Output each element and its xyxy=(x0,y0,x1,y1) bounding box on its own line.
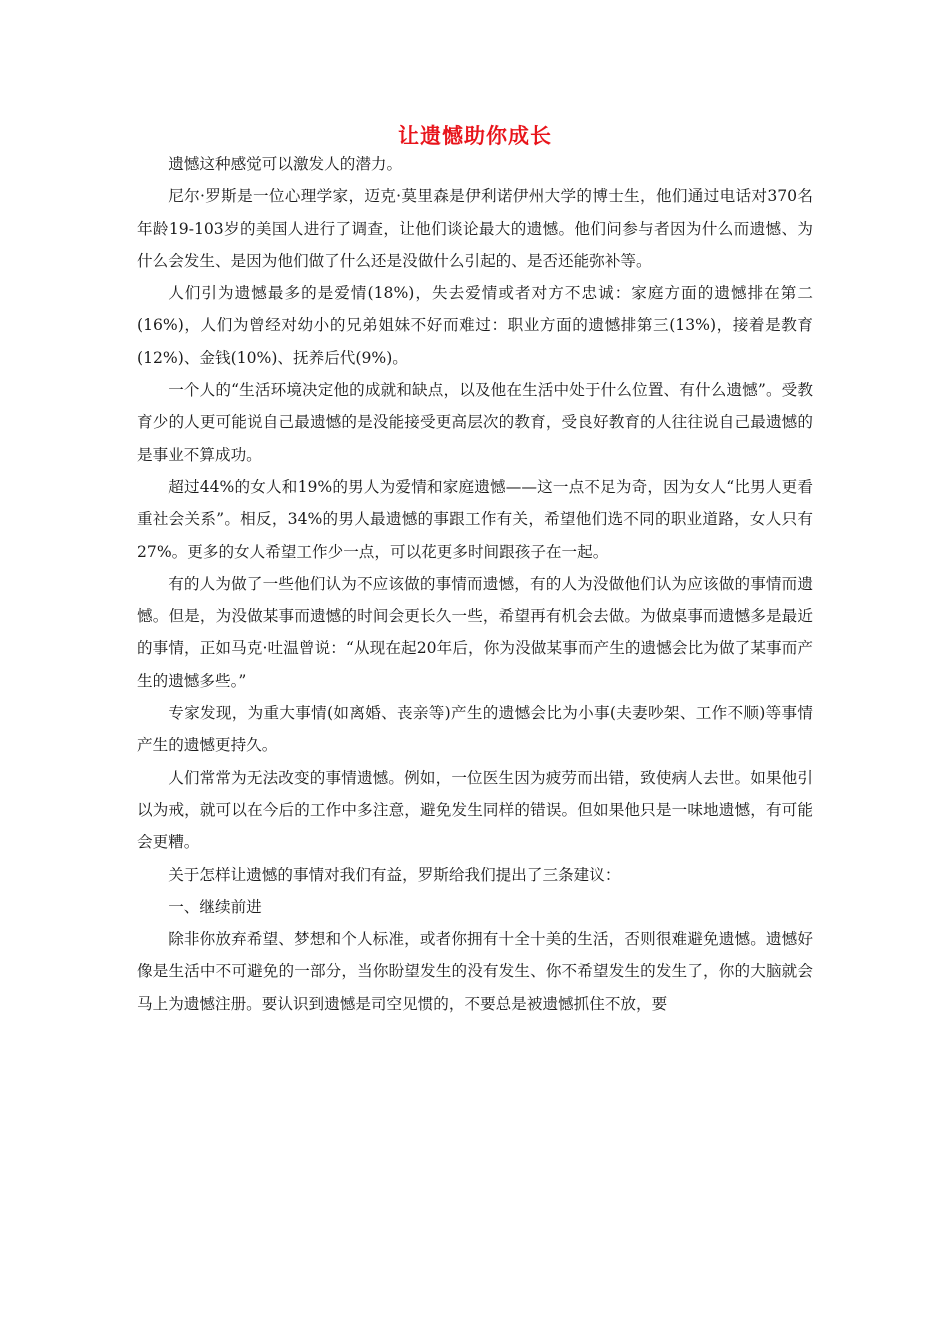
paragraph: 关于怎样让遗憾的事情对我们有益，罗斯给我们提出了三条建议： xyxy=(168,865,621,884)
document-body xyxy=(137,148,813,1020)
paragraph: 有的人为做了一些他们认为不应该做的事情而遗憾，有的人为没做他们认为应该做的事情而遗憾。但是，为没做某事而遗憾的时间会更长久一些，希望再有机会去做。为做桌事而遗憾多是最近的事情，正如马克·吐温曾说：“从现在起20年后，你为没做某事而产生的遗憾会比为做了某事而产生的遗憾多些。” xyxy=(137,574,813,690)
paragraph: 尼尔·罗斯是一位心理学家，迈克·莫里森是伊利诺伊州大学的博士生，他们通过电话对370名年龄19-103岁的美国人进行了调查，让他们谈论最大的遗憾。他们问参与者因为什么而遗憾、为什么会发生、是因为他们做了什么还是没做什么引起的、是否还能弥补等。 xyxy=(137,187,813,270)
paragraph: 超过44%的女人和19%的男人为爱情和家庭遗憾——这一点不足为奇，因为女人“比男人更看重社会关系”。相反，34%的男人最遗憾的事跟工作有关，希望他们选不同的职业道路，女人只有27%。更多的女人希望工作少一点，可以花更多时间跟孩子在一起。 xyxy=(137,477,813,561)
paragraph: 人们常常为无法改变的事情遗憾。例如，一位医生因为疲劳而出错，致使病人去世。如果他引以为戒，就可以在今后的工作中多注意，避免发生同样的错误。但如果他只是一味地遗憾，有可能会更糟。 xyxy=(137,768,813,852)
section-heading: 一、继续前进 xyxy=(168,897,262,916)
paragraph: 人们引为遗憾最多的是爱情(18%)，失去爱情或者对方不忠诚：家庭方面的遗憾排在第二(16%)，人们为曾经对幼小的兄弟姐妹不好而难过：职业方面的遗憾排第三(13%)，接着是教育(12%)、金钱(10%)、抚养后代(9%)。 xyxy=(137,284,813,367)
paragraph: 一个人的“生活环境决定他的成就和缺点，以及他在生活中处于什么位置、有什么遗憾”。受教育少的人更可能说自己最遗憾的是没能接受更高层次的教育，受良好教育的人往往说自己最遗憾的是事业不算成功。 xyxy=(137,381,813,464)
paragraph: 除非你放弃希望、梦想和个人标准，或者你拥有十全十美的生活，否则很难避免遗憾。遗憾好像是生活中不可避免的一部分，当你盼望发生的没有发生、你不希望发生的发生了，你的大脑就会马上为遗憾注册。要认识到遗憾是司空见惯的，不要总是被遗憾抓住不放，要 xyxy=(137,930,813,1013)
paragraph: 遗憾这种感觉可以激发人的潜力。 xyxy=(168,155,403,173)
paragraph: 专家发现，为重大事情(如离婚、丧亲等)产生的遗憾会比为小事(夫妻吵架、工作不顺)等事情产生的遗憾更持久。 xyxy=(137,704,813,755)
document-title: 让遗憾助你成长 xyxy=(398,123,552,148)
